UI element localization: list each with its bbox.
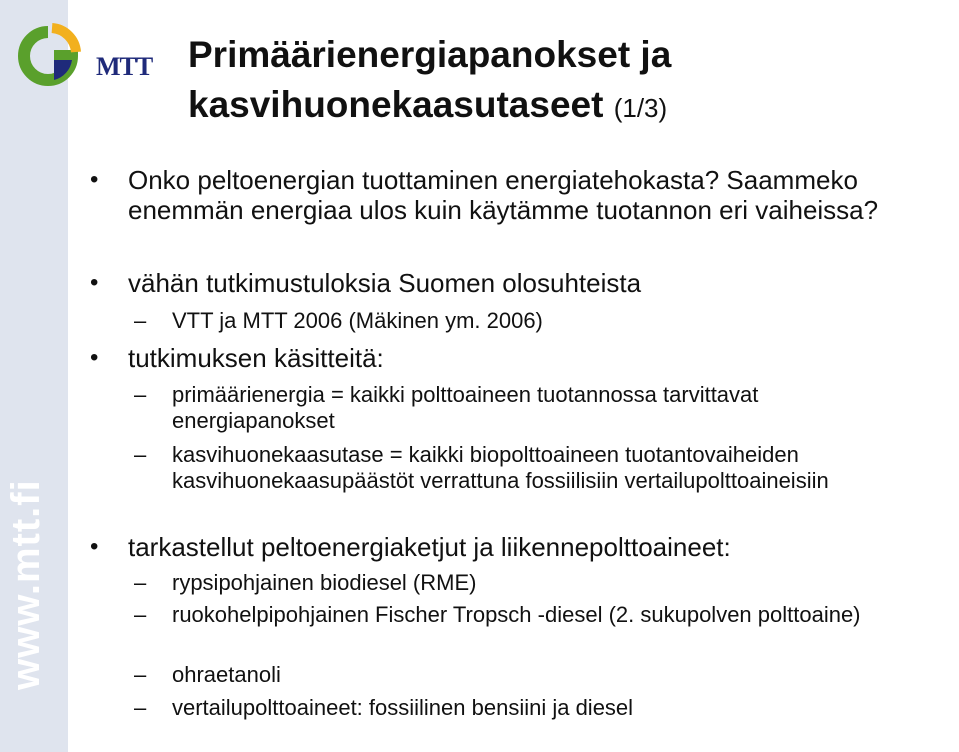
title-line-2: kasvihuonekaasutaseet (188, 84, 604, 125)
bullet-dot: • (90, 533, 99, 560)
dash-marker: – (134, 442, 147, 467)
list-subitem: – ruokohelpipohjainen Fischer Tropsch -diesel (2. sukupolven polttoaine) (134, 602, 861, 627)
list-subitem: – primäärienergia = kaikki polttoaineen tuotannossa tarvittavat energiapanokset (134, 382, 759, 433)
title-line-1: Primäärienergiapanokset ja (188, 34, 672, 75)
dash-marker: – (134, 602, 147, 627)
logo-text: MTT (96, 52, 153, 81)
title-suffix: (1/3) (613, 93, 668, 123)
slide-title (188, 30, 948, 133)
dash-marker: – (134, 308, 147, 333)
dash-marker: – (134, 570, 147, 595)
list-item: • Onko peltoenergian tuottaminen energiatehokasta? Saammeko enemmän energiaa ulos kuin käytämme tuotannon eri vaiheissa? (90, 165, 879, 225)
list-subitem: – kasvihuonekaasutase = kaikki biopolttoaineen tuotantovaiheiden kasvihuonekaasupäästöt verrattuna fossiilisiin vertailupolttoaineisiin (134, 442, 829, 493)
list-subitem: – ohraetanoli (134, 662, 281, 687)
sidebar-strip (0, 0, 68, 752)
sidebar-url-text: www.mtt.fi (4, 479, 48, 690)
list-subitem: – VTT ja MTT 2006 (Mäkinen ym. 2006) (134, 308, 543, 333)
dash-marker: – (134, 662, 147, 687)
bullet-dot: • (90, 344, 99, 371)
list-subitem: – vertailupolttoaineet: fossiilinen bensiini ja diesel (134, 695, 634, 720)
list-subitem: – rypsipohjainen biodiesel (RME) (134, 570, 477, 595)
list-item: • tarkastellut peltoenergiaketjut ja liikennepolttoaineet: (90, 532, 731, 562)
bullet-dot: • (90, 269, 99, 296)
bullet-dot: • (90, 166, 99, 193)
list-item: • tutkimuksen käsitteitä: (90, 343, 384, 373)
mtt-logo (14, 22, 164, 88)
dash-marker: – (134, 695, 147, 720)
list-item: • vähän tutkimustuloksia Suomen olosuhteista (90, 268, 642, 298)
dash-marker: – (134, 382, 147, 407)
mtt-logo-icon (14, 22, 84, 88)
